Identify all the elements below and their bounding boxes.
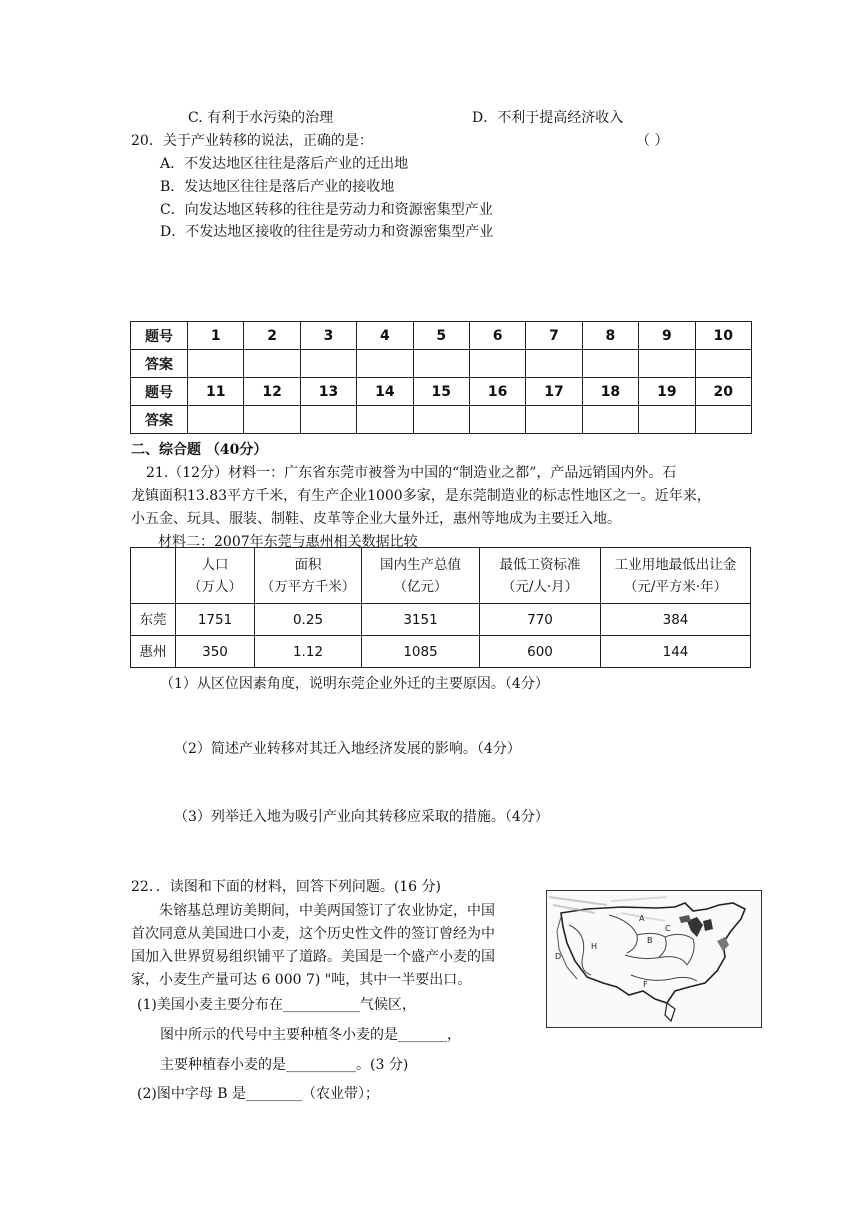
answer-cell[interactable] (469, 406, 525, 434)
q20-stem: 20．关于产业转移的说法，正确的是： (131, 133, 373, 149)
answer-cell[interactable] (582, 350, 638, 378)
q22-sub1-line2: 图中所示的代号中主要种植冬小麦的是_______， (160, 1027, 461, 1043)
map-label-a: A (639, 914, 645, 923)
answer-cell[interactable] (357, 406, 413, 434)
answer-grid (130, 321, 752, 434)
answer-cell[interactable] (244, 350, 300, 378)
q22-sub1-line3: 主要种植春小麦的是__________。(3 分) (160, 1057, 409, 1073)
question-number-cell: 17 (526, 378, 582, 406)
column-header-gdp (362, 548, 480, 604)
q22-para-line3: 国加入世界贸易组织铺平了道路。美国是一个盛产小麦的国 (131, 949, 495, 965)
table-row (131, 636, 751, 668)
q22-sub1-line1: (1)美国小麦主要分布在___________气候区， (137, 997, 416, 1013)
answer-grid-answer-row-1 (131, 350, 752, 378)
q21-material1-line1: 21.（12分）材料一：广东省东莞市被誉为中国的“制造业之都”，产品远销国内外。石 (146, 465, 677, 481)
row-label-number: 题号 (131, 322, 188, 350)
comparison-table (130, 547, 751, 668)
question-number-cell: 9 (639, 322, 695, 350)
map-label-b: B (647, 936, 653, 945)
data-cell: 3151 (362, 604, 480, 636)
answer-cell[interactable] (300, 350, 356, 378)
header-line: 国内生产总值 (380, 556, 461, 573)
question-number-cell: 10 (695, 322, 751, 350)
q19-option-c: C. 有利于水污染的治理 (188, 110, 334, 126)
q22-para-line4: 家，小麦生产量可达 6 000 7) "吨，其中一半要出口。 (131, 972, 472, 988)
column-header-min-wage (480, 548, 601, 604)
header-line: 人口 (201, 556, 229, 573)
data-cell: 350 (176, 636, 255, 668)
answer-cell[interactable] (413, 406, 469, 434)
header-line: 面积 (294, 556, 322, 573)
section-heading: 二、综合题 （40分） (131, 442, 268, 458)
header-line: 工业用地最低出让金 (614, 556, 737, 573)
answer-cell[interactable] (526, 350, 582, 378)
question-number-cell: 11 (188, 378, 244, 406)
question-number-cell: 18 (582, 378, 638, 406)
data-cell: 144 (601, 636, 751, 668)
question-number-cell: 15 (413, 378, 469, 406)
q20-option-d: D．不发达地区接收的往往是劳动力和资源密集型产业 (160, 224, 494, 240)
q22-stem: 22．．读图和下面的材料，回答下列问题。(16 分) (131, 879, 442, 895)
question-number-cell: 5 (413, 322, 469, 350)
data-cell: 1085 (362, 636, 480, 668)
question-number-cell: 13 (300, 378, 356, 406)
comparison-table-header (131, 548, 751, 604)
table-row (131, 604, 751, 636)
q22-para-line2: 首次同意从美国进口小麦，这个历史性文件的签订曾经为中 (131, 926, 495, 942)
question-number-cell: 19 (639, 378, 695, 406)
question-number-cell: 2 (244, 322, 300, 350)
question-number-cell: 16 (469, 378, 525, 406)
corner-cell (131, 548, 176, 604)
answer-cell[interactable] (300, 406, 356, 434)
answer-grid-number-row-1 (131, 322, 752, 350)
map-label-h: H (591, 942, 598, 951)
q21-material1-line2: 龙镇面积13.83平方千米，有生产企业1000多家，是东莞制造业的标志性地区之一。近年来， (131, 488, 711, 504)
header-unit: （元/平方米·年） (623, 578, 728, 595)
column-header-population (176, 548, 255, 604)
data-cell: 1751 (176, 604, 255, 636)
column-header-land-price (601, 548, 751, 604)
question-number-cell: 8 (582, 322, 638, 350)
q19-option-d: D．不利于提高经济收入 (472, 110, 624, 126)
q21-sub3: （3）列举迁入地为吸引产业向其转移应采取的措施。（4分） (174, 809, 549, 825)
question-number-cell: 1 (188, 322, 244, 350)
answer-cell[interactable] (244, 406, 300, 434)
row-label-answer: 答案 (131, 406, 188, 434)
map-label-d: D (555, 952, 562, 961)
data-cell: 600 (480, 636, 601, 668)
question-number-cell: 7 (526, 322, 582, 350)
answer-cell[interactable] (526, 406, 582, 434)
q22-sub2: (2)图中字母 B 是________（农业带）； (137, 1086, 380, 1102)
header-unit: （元/人·月） (501, 578, 579, 595)
data-cell: 384 (601, 604, 751, 636)
city-cell: 东莞 (131, 604, 176, 636)
answer-cell[interactable] (639, 350, 695, 378)
answer-cell[interactable] (188, 350, 244, 378)
data-cell: 1.12 (255, 636, 362, 668)
question-number-cell: 20 (695, 378, 751, 406)
answer-grid-answer-row-2 (131, 406, 752, 434)
answer-cell[interactable] (469, 350, 525, 378)
data-cell: 770 (480, 604, 601, 636)
q20-option-b: B．发达地区往往是落后产业的接收地 (160, 179, 395, 195)
header-line: 最低工资标准 (499, 556, 581, 573)
map-label-c: C (665, 924, 671, 933)
question-number-cell: 12 (244, 378, 300, 406)
question-number-cell: 4 (357, 322, 413, 350)
q21-sub2: （2）简述产业转移对其迁入地经济发展的影响。（4分） (174, 741, 521, 757)
q22-para-line1: 朱镕基总理访美期间，中美两国签订了农业协定，中国 (159, 903, 495, 919)
answer-cell[interactable] (357, 350, 413, 378)
question-number-cell: 14 (357, 378, 413, 406)
row-label-answer: 答案 (131, 350, 188, 378)
data-cell: 0.25 (255, 604, 362, 636)
column-header-area (255, 548, 362, 604)
answer-cell[interactable] (695, 350, 751, 378)
q20-option-c: C．向发达地区转移的往往是劳动力和资源密集型产业 (160, 202, 493, 218)
header-unit: （亿元） (393, 578, 448, 595)
answer-grid-number-row-2 (131, 378, 752, 406)
city-cell: 惠州 (131, 636, 176, 668)
answer-cell[interactable] (582, 406, 638, 434)
q21-sub1: （1）从区位因素角度，说明东莞企业外迁的主要原因。（4分） (160, 676, 549, 692)
q20-option-a: A．不发达地区往往是落后产业的迁出地 (160, 156, 409, 172)
answer-cell[interactable] (695, 406, 751, 434)
q20-bracket: （ ） (636, 133, 669, 149)
question-number-cell: 3 (300, 322, 356, 350)
question-number-cell: 6 (469, 322, 525, 350)
row-label-number: 题号 (131, 378, 188, 406)
header-unit: （万人） (188, 578, 242, 595)
map-label-f: F (643, 980, 648, 989)
q21-material1-line3: 小五金、玩具、服装、制鞋、皮革等企业大量外迁，惠州等地成为主要迁入地。 (131, 511, 621, 527)
q21-material2-caption: 材料二：2007年东莞与惠州相关数据比较 (158, 534, 418, 550)
answer-cell[interactable] (413, 350, 469, 378)
map-drawing (547, 891, 761, 1027)
answer-cell[interactable] (639, 406, 695, 434)
usa-agriculture-map (546, 890, 762, 1028)
header-unit: （万平方千米） (260, 578, 356, 595)
answer-cell[interactable] (188, 406, 244, 434)
